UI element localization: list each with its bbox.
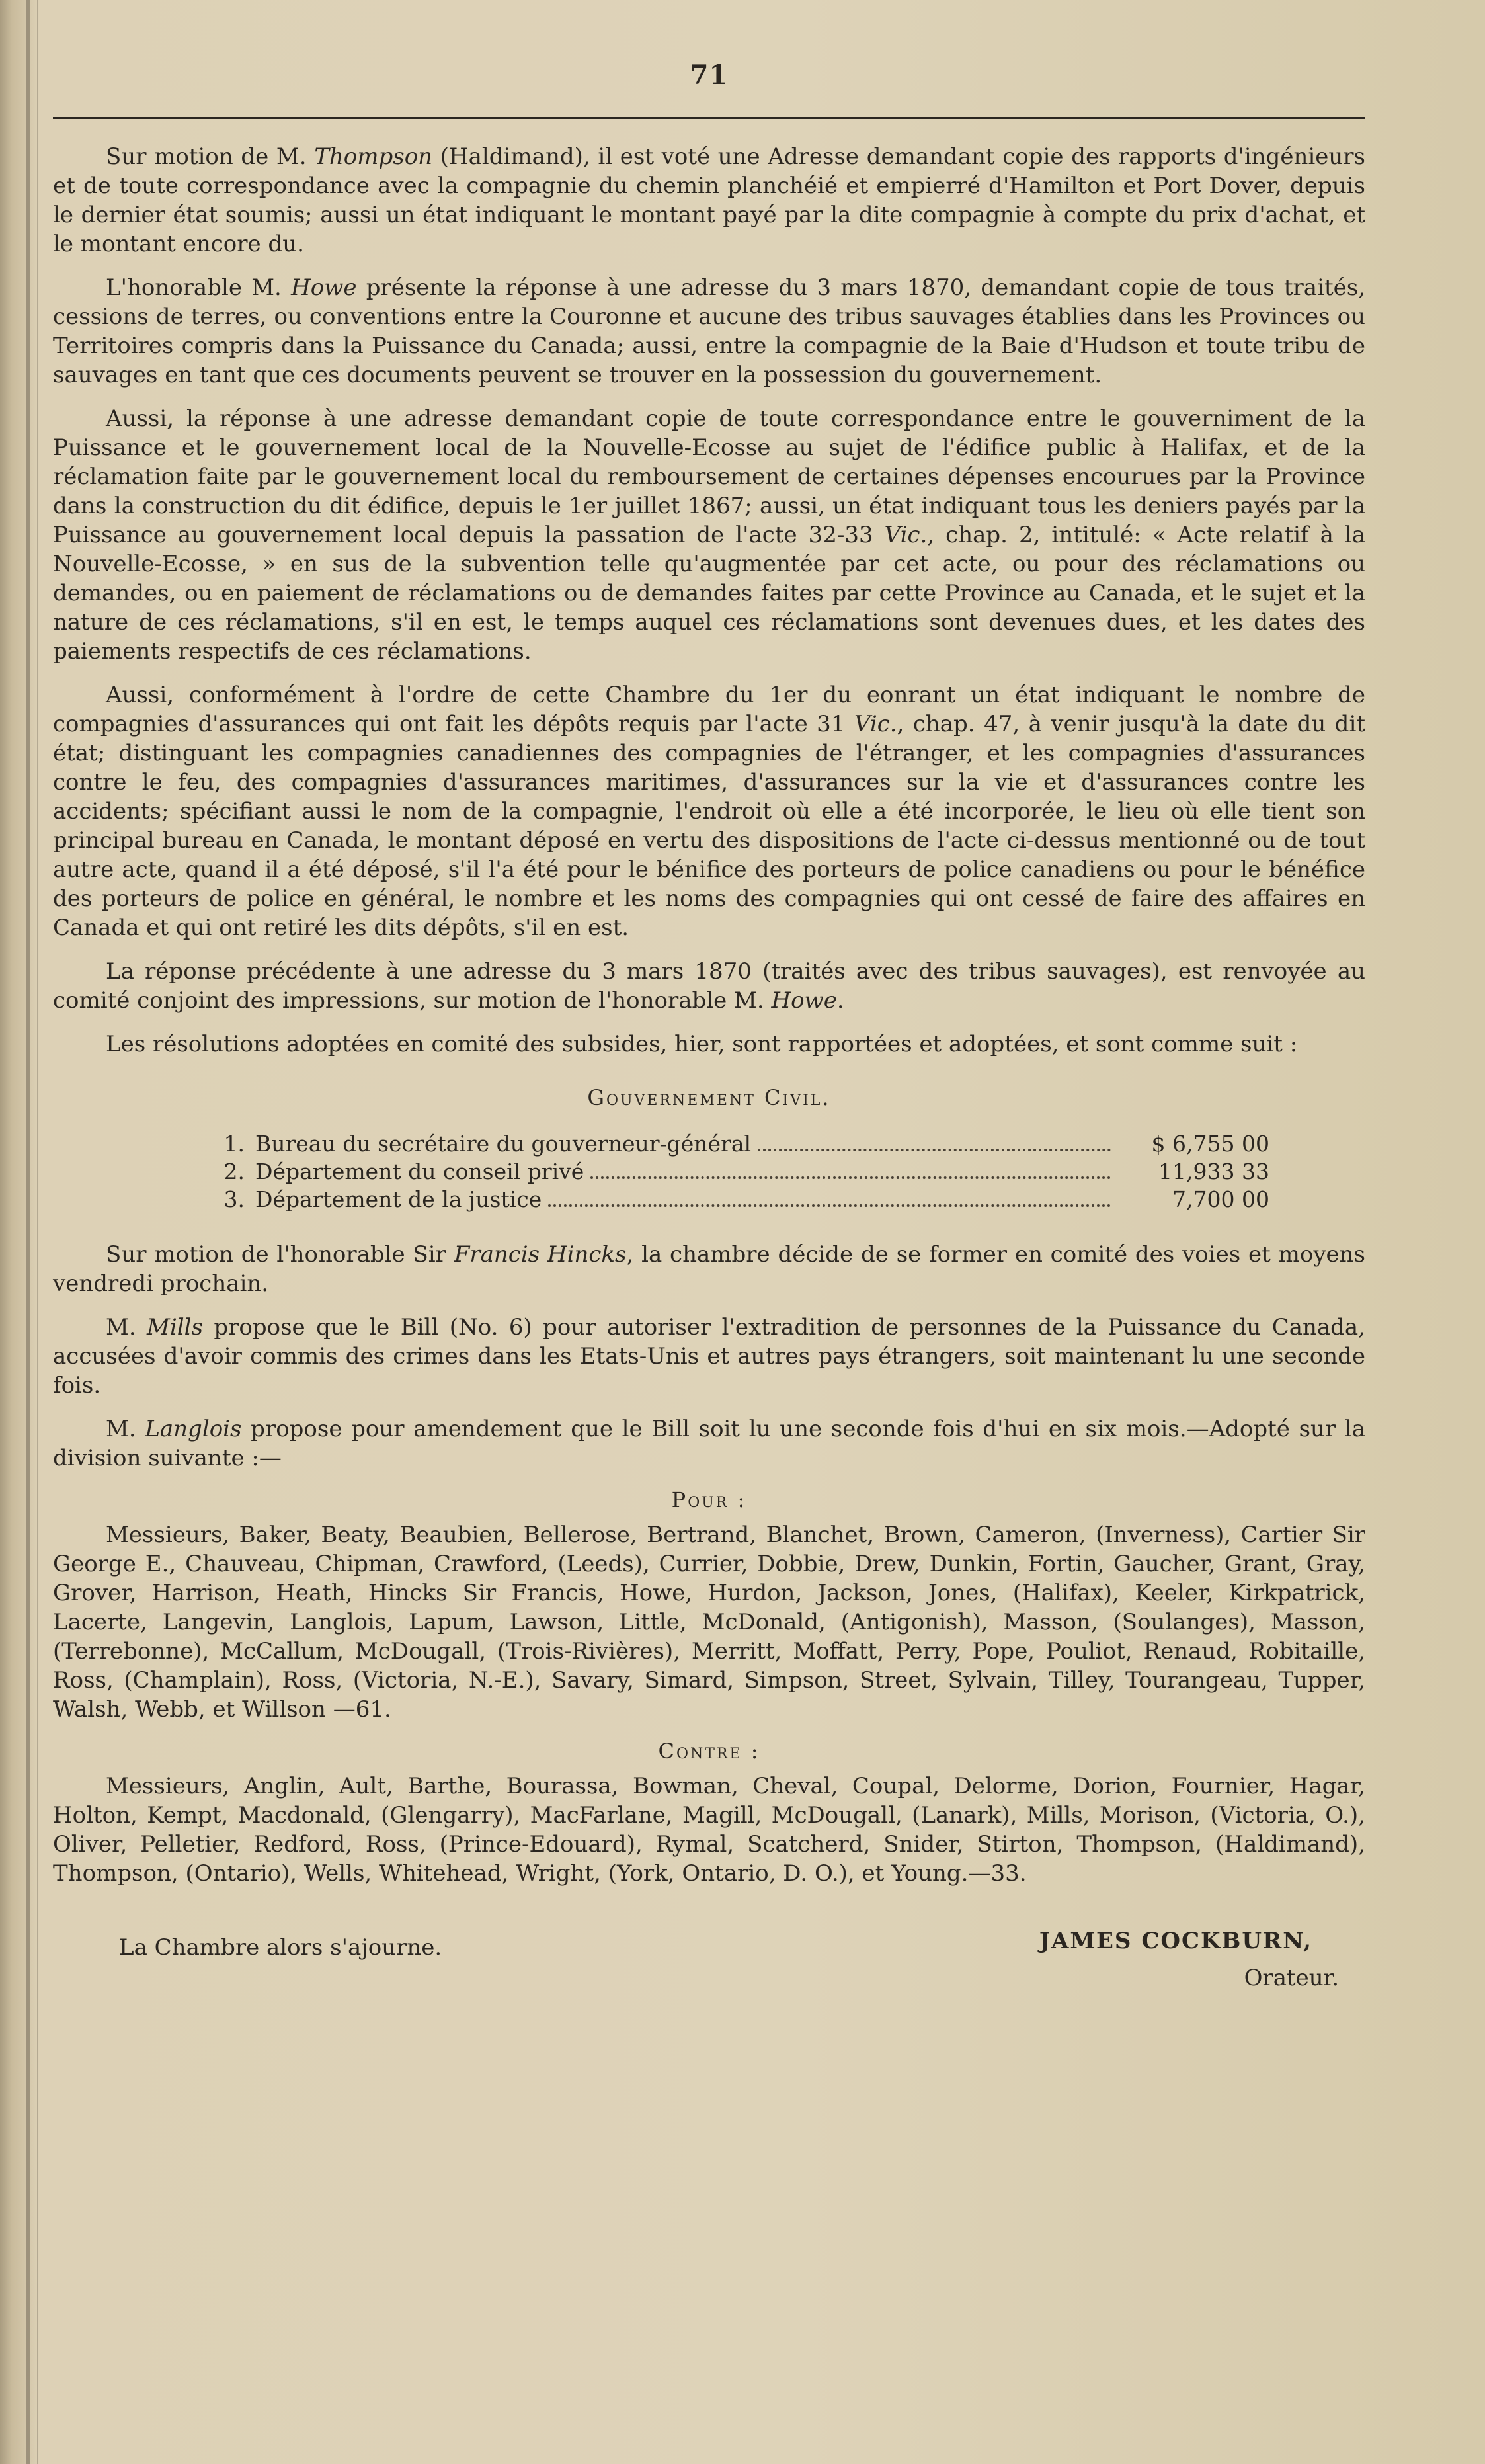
paragraphs-section-2 (53, 1240, 1365, 1473)
paragraph: M. Langlois propose pour amendement que le Bill soit lu une seconde fois d'hui en six mois.—Adopté sur la division suivante :— (53, 1416, 1365, 1471)
paragraph: L'honorable M. Howe présente la réponse à une adresse du 3 mars 1870, demandant copie de tous traités, cessions de terres, ou conventions entre la Couronne et aucune des tribus sauvages établies dans les Provinces ou Territoires compris dans la Puissance du Canada; aussi, entre la compagnie de la Baie d'Hudson et toute tribu de sauvages en tant que ces documents peuvent se trouver en la possession du gouvernement. (53, 274, 1365, 388)
appropriation-item: 3. Département de la justice 7,700 00 (223, 1186, 1269, 1212)
section-heading: Gouvernement Civil. (587, 1085, 831, 1110)
pour-names: Messieurs, Baker, Beaty, Beaubien, Bellerose, Bertrand, Blanchet, Brown, Cameron, (Inverness), Cartier Sir George E., Chauveau, Chipman, Crawford, (Leeds), Currier, Dobbie, Drew, Dunkin, Fortin, Gaucher, Grant, Gray, Grover, Harrison, Heath, Hincks Sir Francis, Howe, Hurdon, Jackson, Jones, (Halifax), Keeler, Kirkpatrick, Lacerte, Langevin, Langlois, Lapum, Lawson, Little, McDonald, (Antigonish), Masson, (Soulanges), Masson, (Terrebonne), McCallum, McDougall, (Trois-Rivières), Merritt, Moffatt, Perry, Pope, Pouliot, Renaud, Robitaille, Ross, (Champlain), Ross, (Victoria, N.-E.), Savary, Simard, Simpson, Street, Sylvain, Tilley, Tourangeau, Tupper, Walsh, Webb, et Willson —61. (53, 1522, 1365, 1723)
act-reference: Vic. (854, 711, 897, 737)
signature (1039, 1928, 1339, 1991)
member-name: Mills (147, 1314, 203, 1340)
member-name: Langlois (145, 1416, 242, 1442)
member-name: Thompson (314, 144, 433, 170)
contre-names: Messieurs, Anglin, Ault, Barthe, Bourassa, Bowman, Cheval, Coupal, Delorme, Dorion, Fournier, Hagar, Holton, Kempt, Macdonald, (Glengarry), MacFarlane, Magill, McDougall, (Lanark), Mills, Morison, (Victoria, O.), Oliver, Pelletier, Redford, Ross, (Prince-Edouard), Rymal, Scatcherd, Snider, Stirton, Thompson, (Haldimand), Thompson, (Ontario), Wells, Whitehead, Wright, (York, Ontario, D. O.), et Young.—33. (53, 1773, 1365, 1887)
leader-dots (590, 1176, 1111, 1179)
amount: 7,700 00 (1172, 1186, 1269, 1212)
binding-edge-inner (37, 0, 38, 2464)
paragraphs-section-1 (53, 142, 1365, 1059)
appropriation-item: 2. Département du conseil privé 11,933 33 (223, 1159, 1269, 1184)
member-name: Howe (771, 987, 837, 1014)
paragraph: Aussi, conformément à l'ordre de cette Chambre du 1er du eonrant un état indiquant le nombre de compagnies d'assurances qui ont fait les dépôts requis par l'acte 31 Vic., chap. 47, à venir jusqu'à la date du dit état; distinguant les compagnies canadiennes des compagnies de l'étranger, et les compagnies d'assurances contre le feu, des compagnies d'assurances maritimes, d'assurances sur la vie et d'assurances contre les accidents; spécifiant aussi le nom de la compagnie, l'endroit où elle a été incorporée, le lieu où elle tient son principal bureau en Canada, le montant déposé en vertu des dispositions de l'acte ci-dessus mentionné ou de tout autre acte, quand il a été déposé, s'il l'a été pour le bénifice des porteurs de police canadiens ou pour le bénéfice des porteurs de police en général, le nombre et les noms des compagnies qui ont cessé de faire des affaires en Canada et qui ont retiré les dits dépôts, s'il en est. (53, 682, 1365, 941)
binding-edge (26, 0, 30, 2464)
leader-dots (548, 1204, 1111, 1207)
amount: 11,933 33 (1158, 1159, 1269, 1184)
paragraph: Les résolutions adoptées en comité des subsides, hier, sont rapportées et adoptées, et sont comme suit : (106, 1031, 1298, 1057)
contre-heading: Contre : (658, 1739, 760, 1764)
leader-dots (758, 1149, 1111, 1151)
member-name: Howe (291, 274, 357, 301)
document-content (53, 60, 1365, 1991)
appropriation-list (212, 1130, 1269, 1213)
paragraph: Sur motion de l'honorable Sir Francis Hincks, la chambre décide de se former en comité des voies et moyens vendredi prochain. (53, 1241, 1365, 1297)
act-reference: Vic. (884, 522, 928, 548)
paragraph: Sur motion de M. Thompson (Haldimand), il est voté une Adresse demandant copie des rapports d'ingénieurs et de toute correspondance avec la compagnie du chemin planchéié et empierré d'Hamilton et Port Dover, depuis le dernier état soumis; aussi un état indiquant le montant payé par la dite compagnie à compte du prix d'achat, et le montant encore du. (53, 144, 1365, 257)
signature-name: JAMES COCKBURN, (1039, 1928, 1312, 1954)
appropriation-item: 1. Bureau du secrétaire du gouverneur-général $ 6,755 00 (223, 1131, 1269, 1157)
paragraph: La réponse précédente à une adresse du 3 mars 1870 (traités avec des tribus sauvages), est renvoyée au comité conjoint des impressions, sur motion de l'honorable M. Howe. (53, 958, 1365, 1014)
page-number: 71 (690, 60, 729, 91)
amount: $ 6,755 00 (1151, 1131, 1269, 1157)
paragraph: Aussi, la réponse à une adresse demandant copie de toute correspondance entre le gouverniment de la Puissance et le gouvernement local de la Nouvelle-Ecosse au sujet de l'édifice public à Halifax, et de la réclamation faite par le gouvernement local du remboursement de certaines dépenses encourues par la Province dans la construction du dit édifice, depuis le 1er juillet 1867; aussi, un état indiquant tous les deniers payés par la Puissance au gouvernement local depuis la passation de l'acte 32-33 Vic., chap. 2, intitulé: « Acte relatif à la Nouvelle-Ecosse, » en sus de la subvention telle qu'augmentée par cet acte, ou pour des réclamations ou demandes, ou en paiement de réclamations ou de demandes faites par cette Province au Canada, et le sujet et la nature de ces réclamations, s'il en est, le temps auquel ces réclamations sont devenues dues, et les dates des paiements respectifs de ces réclamations. (53, 405, 1365, 665)
footer (53, 1928, 1365, 1991)
header-rule (53, 117, 1365, 122)
paragraph: M. Mills propose que le Bill (No. 6) pour autoriser l'extradition de personnes de la Puissance du Canada, accusées d'avoir commis des crimes dans les Etats-Unis et autres pays étrangers, soit maintenant lu une seconde fois. (53, 1314, 1365, 1399)
adjournment-line: La Chambre alors s'ajourne. (119, 1934, 442, 1961)
signature-title: Orateur. (1244, 1965, 1339, 1991)
pour-heading: Pour : (671, 1487, 747, 1512)
member-name: Francis Hincks (454, 1241, 627, 1268)
